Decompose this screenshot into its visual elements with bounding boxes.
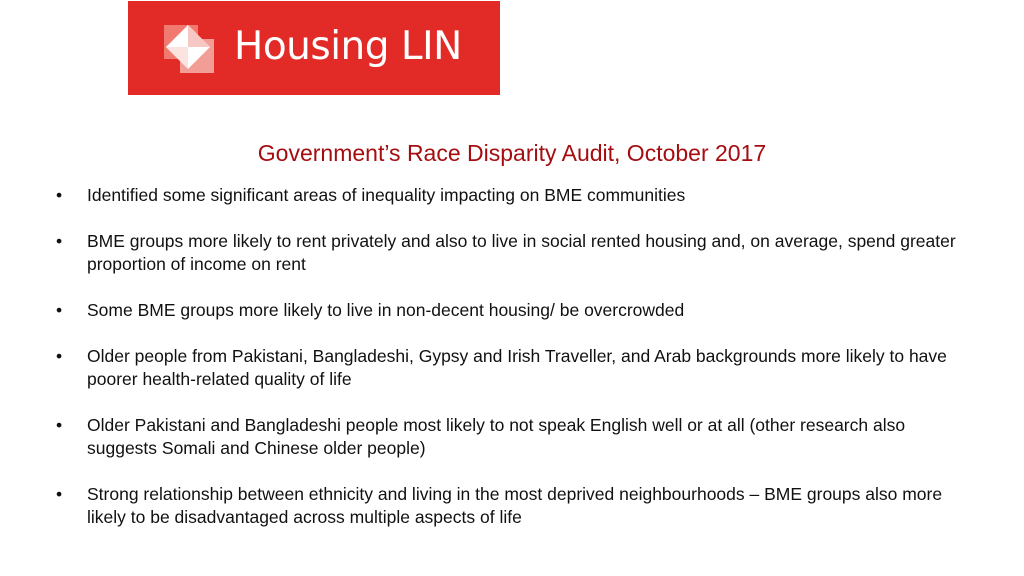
bullet-text: Strong relationship between ethnicity and living in the most deprived neighbourhoods – BME groups also more likely to be disadvantaged across multiple aspects of life xyxy=(87,484,943,527)
bullet-item xyxy=(56,483,956,529)
logo-text: Housing LIN xyxy=(234,24,462,69)
bullet-marker: • xyxy=(56,484,63,504)
slide-title: Government’s Race Disparity Audit, October 2017 xyxy=(257,140,767,166)
bullet-text: Older people from Pakistani, Bangladeshi, Gypsy and Irish Traveller, and Arab backgrounds more likely to have poorer health-related quality of life xyxy=(87,346,947,389)
bullet-item xyxy=(56,345,956,391)
bullet-text: Identified some significant areas of inequality impacting on BME communities xyxy=(87,185,686,205)
house-diamond-icon xyxy=(158,19,218,79)
bullet-marker: • xyxy=(56,415,63,435)
bullet-item xyxy=(56,299,956,322)
bullet-marker: • xyxy=(56,346,63,366)
bullet-item xyxy=(56,184,956,207)
bullet-text: BME groups more likely to rent privately and also to live in social rented housing and, on average, spend greater proportion of income on rent xyxy=(87,231,956,274)
housing-lin-logo xyxy=(128,1,500,95)
bullet-marker: • xyxy=(56,300,63,320)
bullet-text: Some BME groups more likely to live in non-decent housing/ be overcrowded xyxy=(87,300,685,320)
bullet-marker: • xyxy=(56,185,63,205)
bullet-item xyxy=(56,230,956,276)
bullet-item xyxy=(56,414,956,460)
bullet-marker: • xyxy=(56,231,63,251)
bullet-list xyxy=(56,184,956,552)
bullet-text: Older Pakistani and Bangladeshi people most likely to not speak English well or at all (other research also suggests Somali and Chinese older people) xyxy=(87,415,906,458)
